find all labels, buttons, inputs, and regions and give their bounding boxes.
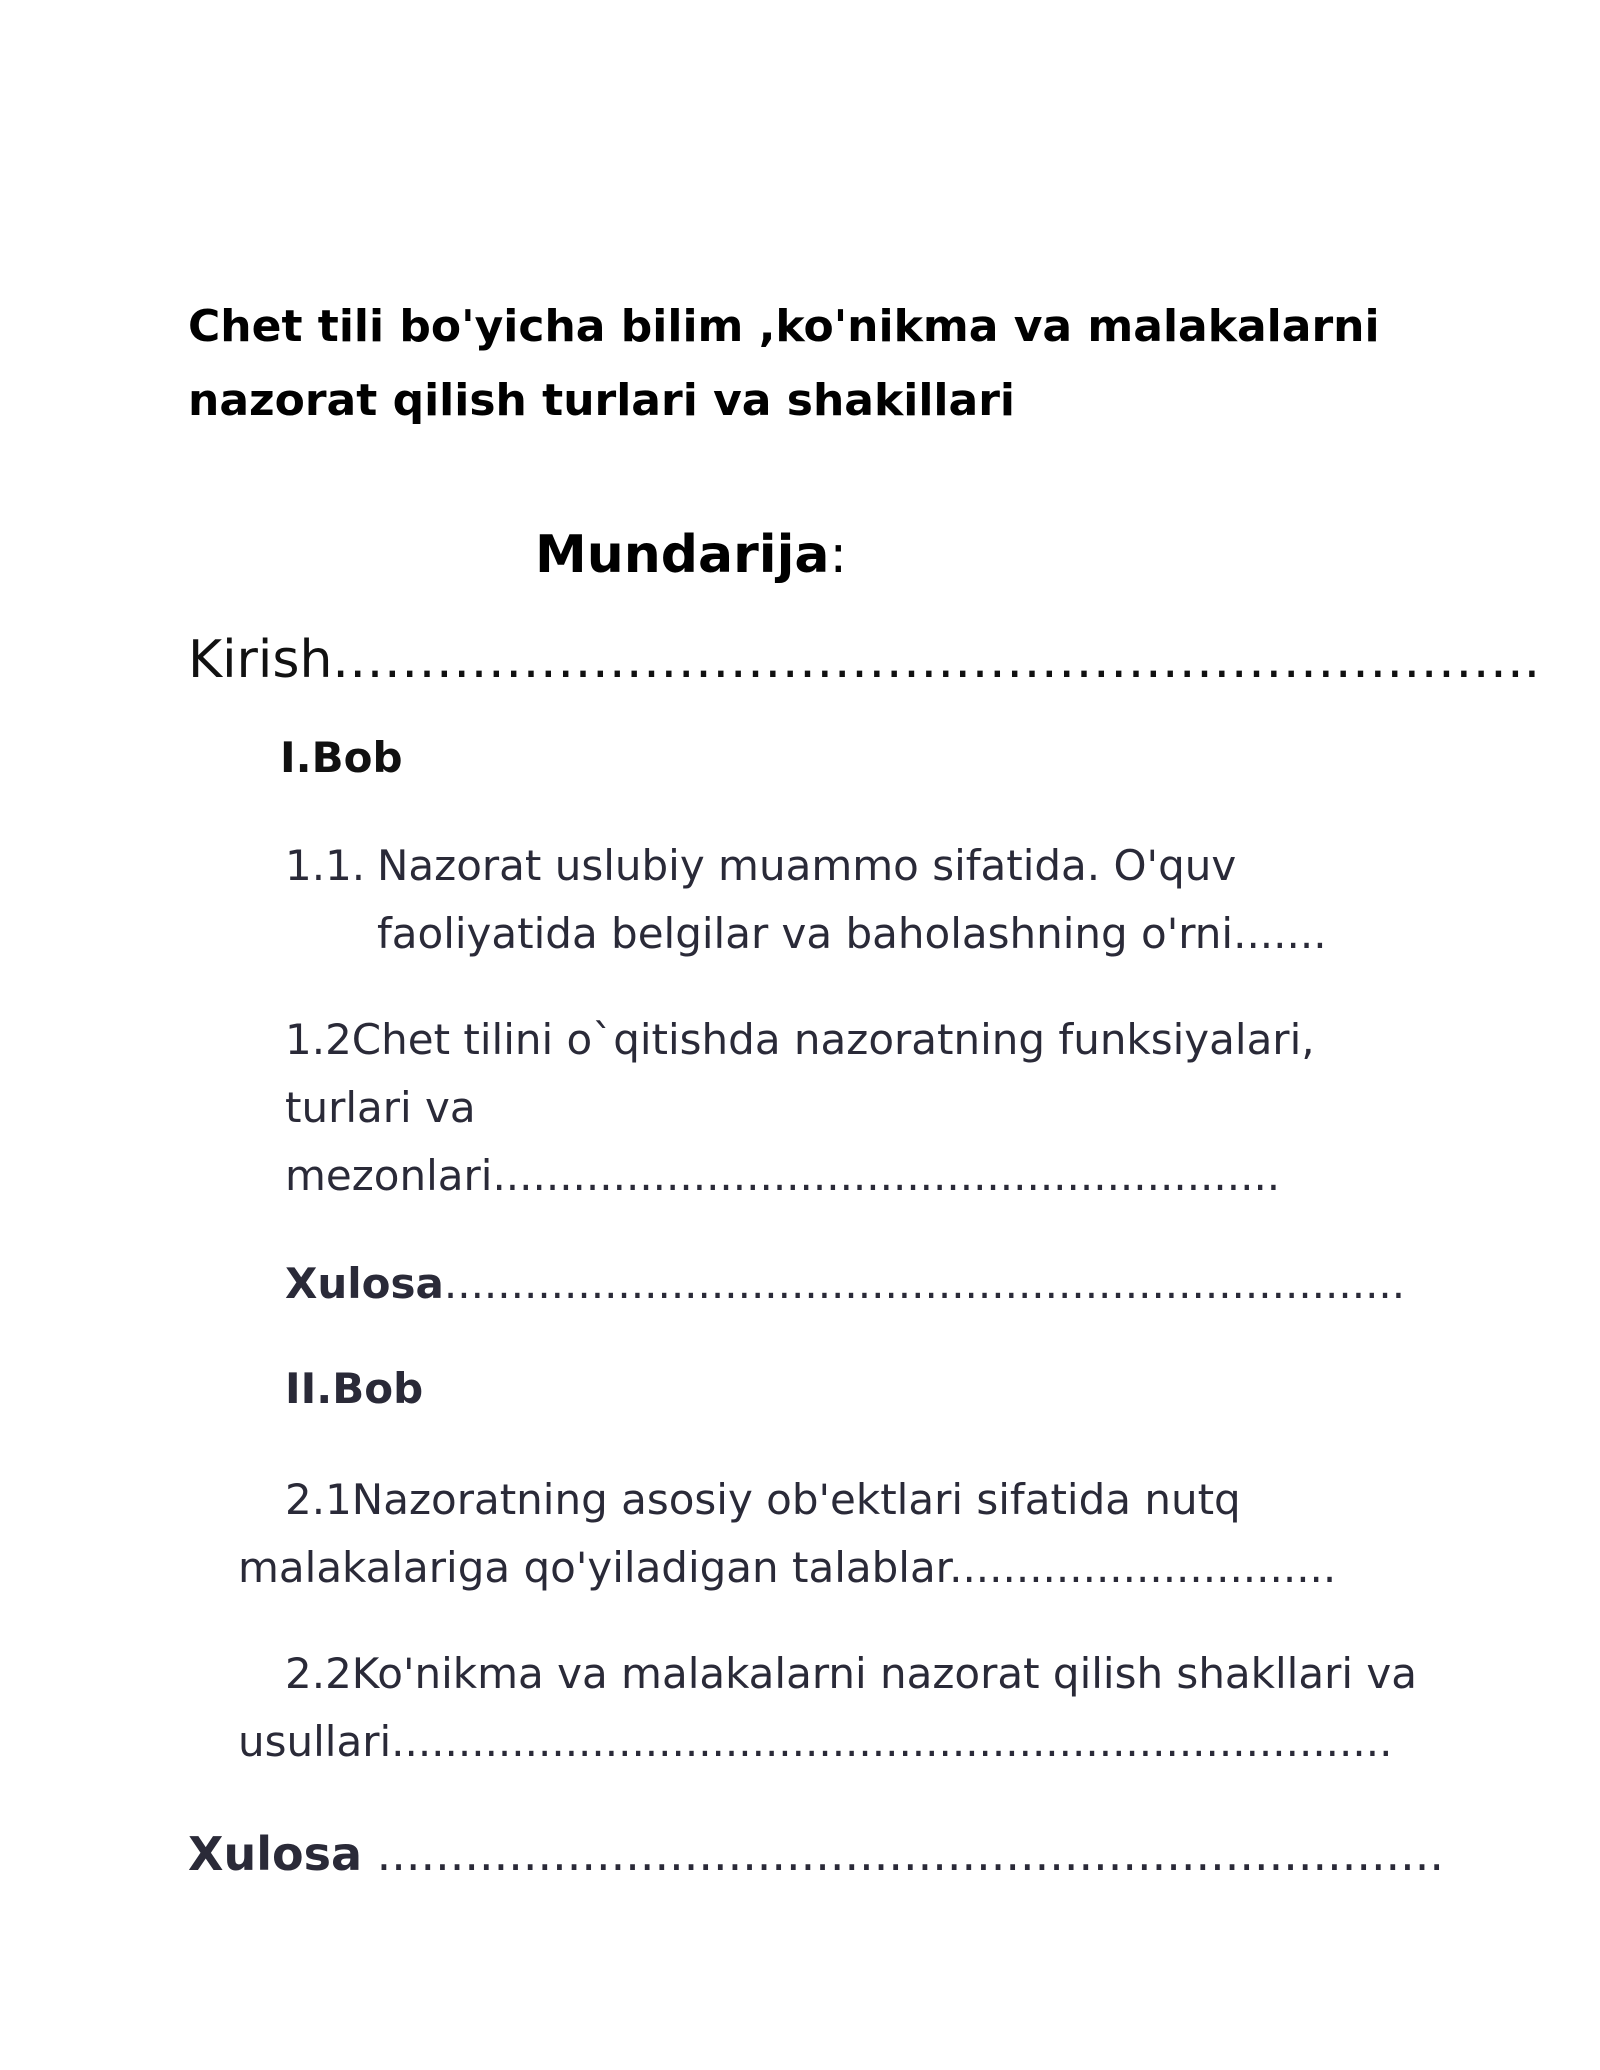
document-title: Chet tili bo'yicha bilim ,ko'nikma va malakalarni nazorat qilish turlari va shakillari	[188, 301, 1380, 426]
toc-entry-2-2-text: 2.2Ko'nikma va malakalarni nazorat qilish shakllari va usullari...........................................................................	[238, 1649, 1417, 1766]
toc-heading-text: Mundarija	[535, 525, 830, 585]
toc-entry-1-2: 1.2Chet tilini o`qitishda nazoratning funksiyalari, turlari va mezonlari...........................................................	[285, 1015, 1315, 1200]
toc-entry-1-1-continuation: faoliyatida belgilar va baholashning o'rni.......	[377, 909, 1327, 958]
toc-entry-final-conclusion-dots: .........................................................................	[362, 1827, 1445, 1881]
toc-entry-chapter-1-conclusion-label: Xulosa	[285, 1259, 444, 1308]
toc-entry-1-1	[285, 832, 1435, 968]
toc-entry-2-2	[238, 1640, 1438, 1776]
toc-chapter-1-label: I.Bob	[280, 733, 403, 782]
toc-chapter-2-label: II.Bob	[285, 1364, 424, 1413]
toc-entry-chapter-1-conclusion	[285, 1250, 1405, 1318]
toc-entry-final-conclusion-label: Xulosa	[188, 1827, 363, 1881]
toc-heading-colon: :	[829, 525, 848, 585]
toc-entry-1-1-number: 1.1.	[285, 841, 366, 890]
toc-entry-2-1	[238, 1466, 1438, 1602]
toc-entry-kirish: Kirish.…………….……………….………….………….……..	[188, 630, 1541, 690]
toc-entry-1-1-text: Nazorat uslubiy muammo sifatida. O'quv	[377, 841, 1237, 890]
toc-entry-2-1-text: 2.1Nazoratning asosiy ob'ektlari sifatida nutq malakalariga qo'yiladigan talablar.............................	[238, 1475, 1337, 1592]
toc-entry-final-conclusion	[188, 1820, 1444, 1888]
toc-heading	[535, 520, 847, 590]
toc-entry-chapter-1-conclusion-dots: ........................................................................	[443, 1259, 1406, 1308]
